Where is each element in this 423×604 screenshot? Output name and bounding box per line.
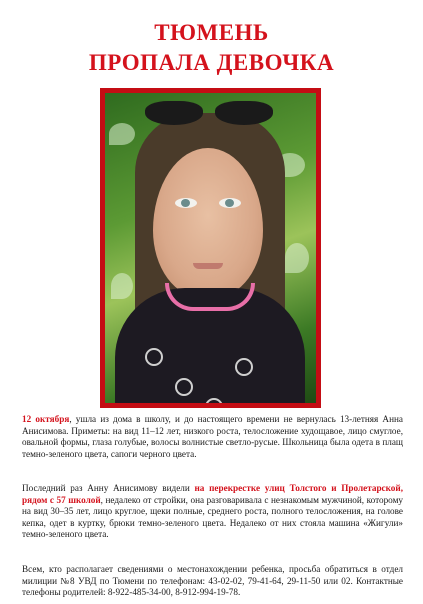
location-highlight: на перекрестке улиц Толстого и Пролетарской, рядом с 57 школой xyxy=(22,483,403,505)
paragraph-disappearance xyxy=(22,414,403,460)
right-eye xyxy=(219,198,241,208)
photo-frame xyxy=(100,88,321,408)
paragraph-contacts xyxy=(22,564,403,599)
mouth xyxy=(193,263,223,269)
paragraph-2-start: Последний раз Анну Анисимову видели xyxy=(22,483,195,493)
missing-girl-title: ПРОПАЛА ДЕВОЧКА xyxy=(88,50,335,75)
portrait-photo xyxy=(105,93,316,403)
paragraph-1-text: , ушла из дома в школу, и до настоящего времени не вернулась 13-летняя Анна Анисимова. Приметы: на вид 11–12 лет, низкого роста, телосложение худощавое, лицо смуглое, овальной формы, глаза голубые, волосы волнистые светло-русые. Школьница была одета в плащ темно-зеленого цвета, сапоги черного цвета. xyxy=(22,414,403,459)
left-eye xyxy=(175,198,197,208)
paragraph-last-seen xyxy=(22,483,403,541)
city-title: ТЮМЕНЬ xyxy=(154,20,269,45)
pink-collar xyxy=(165,283,255,311)
date-highlight: 12 октября xyxy=(22,414,70,424)
paragraph-3-text: Всем, кто располагает сведениями о местонахождении ребенка, просьба обратиться в отдел милиции №8 УВД по Тюмени по телефонам: 43-02-02, 79-41-64, 29-11-50 или 02. Контактные телефоны родителей: 8-922-485-34-00, 8-912-994-19-78. xyxy=(22,564,403,598)
sunglasses-icon xyxy=(145,101,275,127)
paragraph-2-end: , недалеко от стройки, она разговаривала с незнакомым мужчиной, которому на вид 30–35 лет, лицо круглое, щеки полные, среднего роста, полного телосложения, на голове кепка, одет в куртку, брюки темно-зеленого цвета. Недалеко от них стояла машина «Жигули» темно-зеленого цвета. xyxy=(22,494,403,540)
